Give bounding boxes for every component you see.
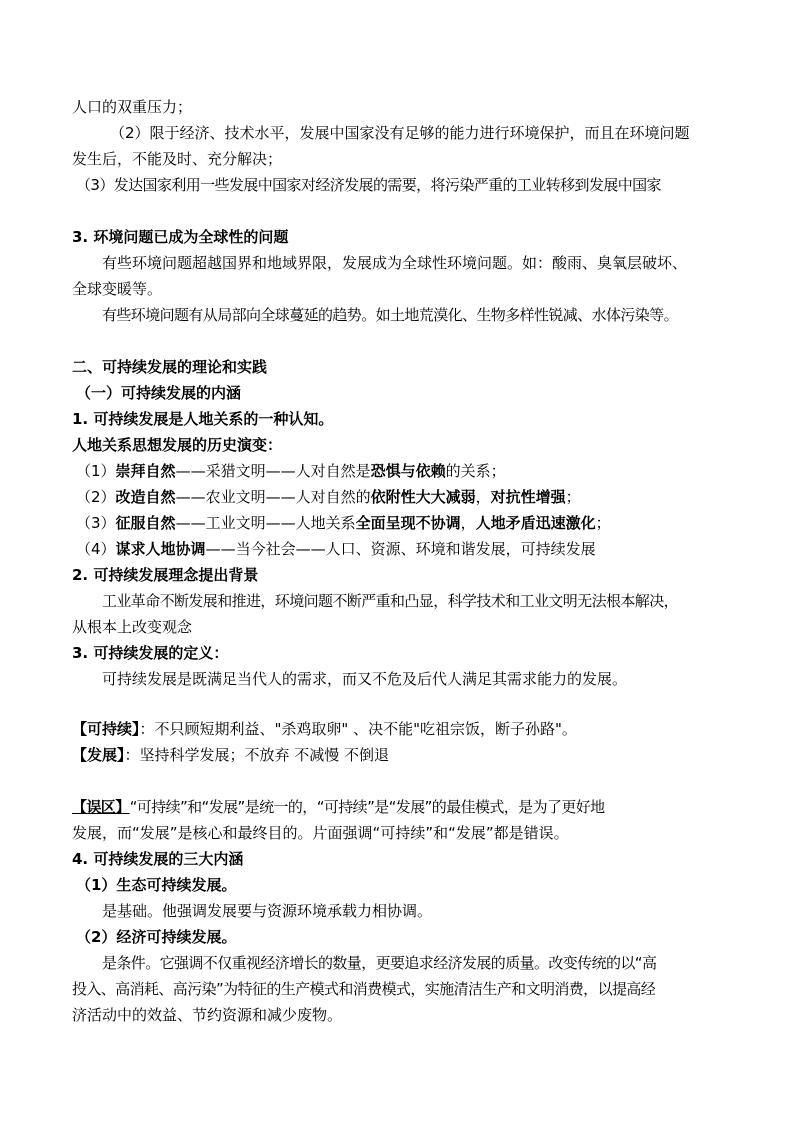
list-item: （3）征服自然——工业文明——人地关系全面呈现不协调，人地矛盾迅速激化； (76, 514, 611, 532)
section-heading: 2. 可持续发展理念提出背景 (72, 566, 259, 584)
section-heading: 3. 环境问题已成为全球性的问题 (72, 228, 289, 246)
text-line: 可持续发展是既满足当代人的需求，而又不危及后代人满足其需求能力的发展。 (102, 670, 628, 688)
note-label: 【误区】 (72, 798, 130, 816)
text-line: 全球变暖等。 (72, 280, 163, 298)
part-heading: 二、可持续发展的理论和实践 (72, 358, 268, 376)
list-item: （4）谋求人地协调——当今社会——人口、资源、环境和谐发展，可持续发展 (76, 540, 596, 558)
section-heading: 人地关系思想发展的历史演变： (72, 436, 283, 454)
list-item: （2）改造自然——农业文明——人对自然的依附性大大减弱，对抗性增强； (76, 488, 581, 506)
text-line: 有些环境问题有从局部向全球蔓延的趋势。如土地荒漠化、生物多样性锐减、水体污染等。 (102, 306, 679, 324)
text-line: 投入、高消耗、高污染”为特征的生产模式和消费模式，实施清洁生产和文明消费，以提高经 (72, 980, 656, 998)
section-heading: 1. 可持续发展是人地关系的一种认知。 (72, 410, 334, 428)
note-line: 【发展】：坚持科学发展；不放弃 不减慢 不倒退 (72, 746, 390, 764)
text-line: 济活动中的效益、节约资源和减少废物。 (72, 1006, 343, 1024)
text-line: 从根本上改变观念 (72, 618, 193, 636)
text-line: （2）限于经济、技术水平，发展中国家没有足够的能力进行环境保护，而且在环境问题 (110, 124, 690, 142)
list-item: （1）崇拜自然——采猎文明——人对自然是恐惧与依赖的关系； (76, 462, 506, 480)
note-label: 【发展】 (72, 746, 125, 764)
subsection-heading: （2）经济可持续发展。 (76, 928, 237, 946)
text-line: 发生后，不能及时、充分解决； (72, 150, 283, 168)
text-line: （3）发达国家利用一些发展中国家对经济发展的需要，将污染严重的工业转移到发展中国家 (76, 176, 661, 194)
text-line: 有些环境问题超越国界和地域界限，发展成为全球性环境问题。如：酸雨、臭氧层破坏、 (102, 254, 688, 272)
note-label: 【可持续】 (72, 720, 140, 738)
note-line: 【误区】“可持续”和“发展”是统一的，“可持续”是“发展”的最佳模式，是为了更好地 (72, 798, 605, 816)
text-line: 是基础。他强调发展要与资源环境承载力相协调。 (102, 902, 433, 920)
section-heading: 4. 可持续发展的三大内涵 (72, 850, 244, 868)
note-line: 【可持续】：不只顾短期利益、"杀鸡取卵" 、决不能"吃祖宗饭，断子孙路"。 (72, 720, 577, 738)
text-line: 人口的双重压力； (72, 98, 193, 116)
subsection-heading: （1）生态可持续发展。 (76, 876, 237, 894)
subsection-heading: （一）可持续发展的内涵 (76, 384, 242, 402)
section-heading: 3. 可持续发展的定义： (72, 644, 229, 662)
text-line: 工业革命不断发展和推进，环境问题不断严重和凸显，科学技术和工业文明无法根本解决， (102, 592, 679, 610)
text-line: 发展，而“发展”是核心和最终目的。片面强调“可持续”和“发展”都是错误。 (72, 824, 569, 842)
text-line: 是条件。它强调不仅重视经济增长的数量，更要追求经济发展的质量。改变传统的以“高 (102, 954, 657, 972)
